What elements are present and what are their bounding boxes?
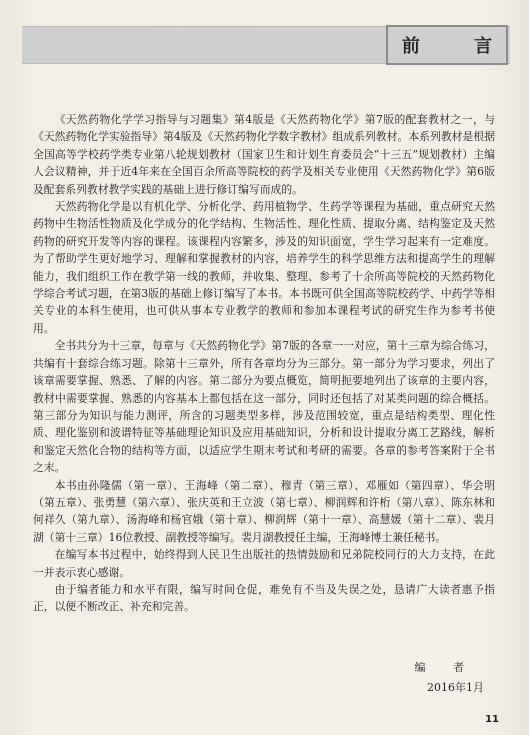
signature-name: 编 者: [414, 661, 476, 674]
paragraph-6: 由于编者能力和水平有限，编写时间仓促，难免有不当及失误之处，恳请广大读者惠予指正，以便不断改正、补充和完善。: [33, 582, 495, 614]
paragraph-5: 在编写本书过程中，始终得到人民卫生出版社的热情鼓励和兄弟院校同行的大力支持，在此一并表示衷心感谢。: [33, 548, 495, 579]
paragraph-4: 本书由孙隆儒（第一章）、王海峰（第二章）、穆青（第三章）、邓雁如（第四章）、华会明（第五章）、张勇慧（第六章）、张庆英和王立波（第七章）、柳润辉和许桁（第八章）、陈东林和何祥久（第九章）、汤海峰和杨官娥（第十章）、柳润辉（第十一章）、高慧媛（第十二章）、裴月湖（第十三章）16位教授、副教授等编写。裴月湖教授任主编，王海峰博士兼任秘书。: [33, 478, 495, 544]
paragraph-2: 天然药物化学是以有机化学、分析化学、药用植物学、生药学等课程为基础，重点研究天然药物中生物活性物质及化学成分的化学结构、生物活性、理化性质、提取分离、结构鉴定及天然药物的研究开发等内容的课程。该课程内容繁多，涉及的知识面宽，学生学习起来有一定难度。为了帮助学生更好地学习、理解和掌握教材的内容，培养学生的科学思维方法和提高学生的理解能力，我们组织工作在教学第一线的教师，并收集、整理、参考了十余所高等院校的天然药物化学综合考试习题，在第3版的基础上修订编写了本书。本书既可供全国高等院校药学、中药学等相关专业的本科生使用，也可供从事本专业教学的教师和参加本课程考试的研究生作为参考书使用。: [33, 200, 495, 335]
page-title: 前 言: [401, 36, 517, 57]
header-title-box: [386, 25, 517, 65]
signature-date: 2016年1月: [427, 681, 484, 694]
header-bar: [22, 26, 517, 64]
page-number: 11: [485, 714, 499, 725]
paragraph-1: 《天然药物化学学习指导与习题集》第4版是《天然药物化学》第7版的配套教材之一，与《天然药物化学实验指导》第4版及《天然药物化学数字教材》组成系列教材。本系列教材是根据全国高等学校药学类专业第八轮规划教材（国家卫生和计划生育委员会“十三五”规划教材）主编人会议精神，并于近4年来在全国百余所高等院校的药学及相关专业使用《天然药物化学》第6版及配套系列教材教学实践的基础上进行修订编写而成的。: [33, 113, 495, 196]
signature-block: [364, 658, 484, 698]
paragraph-3: 全书共分为十三章，每章与《天然药物化学》第7版的各章一一对应，第十三章为综合练习，共编有十套综合练习题。除第十三章外，所有各章均分为三部分。第一部分为学习要求，列出了该章需要掌握、熟悉、了解的内容。第二部分为要点概览，简明扼要地列出了该章的主要内容，教材中需要掌握、熟悉的内容基本上都包括在这一部分，同时还包括了对某类问题的综合概括。第三部分为知识与能力测评，所含的习题类型多样，涉及范围较宽，重点是结构类型、理化性质、理化鉴别和波谱特征等基础理论知识及应用基础知识，分析和设计提取分离工艺路线，解析和鉴定天然化合物的结构等方面，以适应学生期末考试和考研的需要。各章的参考答案附于全书之末。: [33, 339, 495, 475]
preface-body: [33, 111, 495, 616]
